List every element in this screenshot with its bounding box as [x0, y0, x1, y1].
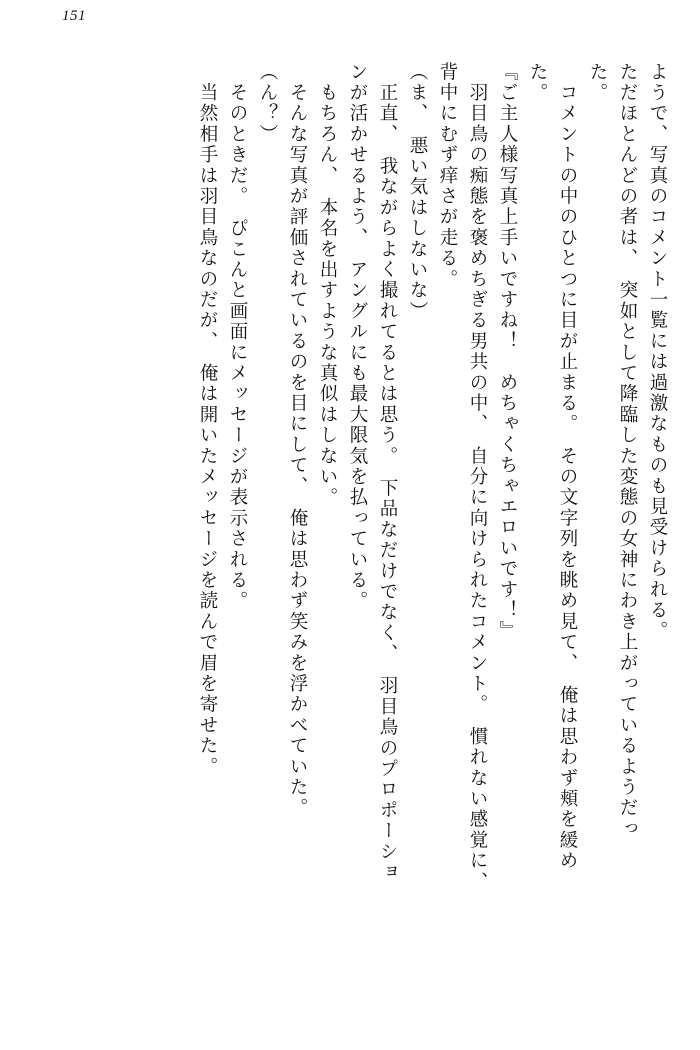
text-line: 羽目鳥の痴態を褒めちぎる男共の中、 自分に向けられたコメント。 慣れない感覚に、 [467, 62, 488, 893]
text-line: （ん？） [257, 62, 278, 145]
text-line: （ま、 悪い気はしないな） [407, 62, 428, 322]
page-number: 151 [62, 8, 86, 24]
text-line: ようで、写真のコメント一覧には過激なものも見受けられる。 [647, 62, 668, 642]
text-line: た。 [587, 62, 608, 104]
text-line: 『ご主人様写真上手いですね！ めちゃくちゃエロいです！』 [497, 62, 518, 642]
text-line: 当然相手は羽目鳥なのだが、 俺は開いたメッセージを読んで眉を寄せた。 [197, 62, 218, 778]
text-line: ただほとんどの者は、 突如として降臨した変態の女神にわき上がっているようだっ [617, 62, 638, 840]
text-line: た。 [527, 62, 548, 104]
text-line: 背中にむず痒さが走る。 [437, 62, 458, 290]
text-line: もちろん、 本名を出すような真似はしない。 [317, 62, 338, 509]
text-line: コメントの中のひとつに目が止まる。 その文字列を眺め見て、 俺は思わず頬を緩め [557, 62, 578, 872]
text-line: そんな写真が評価されているのを目にして、 俺は思わず笑みを浮かべていた。 [287, 62, 308, 819]
vertical-text-body [34, 62, 666, 992]
text-line: 正直、 我ながらよく撮れてるとは思う。 下品なだけでなく、 羽目鳥のプロポーショ [377, 62, 398, 883]
text-line: ンが活かせるよう、 アングルにも最大限気を払っている。 [347, 62, 368, 612]
text-line: そのときだ。 ぴこんと画面にメッセージが表示される。 [227, 62, 248, 612]
